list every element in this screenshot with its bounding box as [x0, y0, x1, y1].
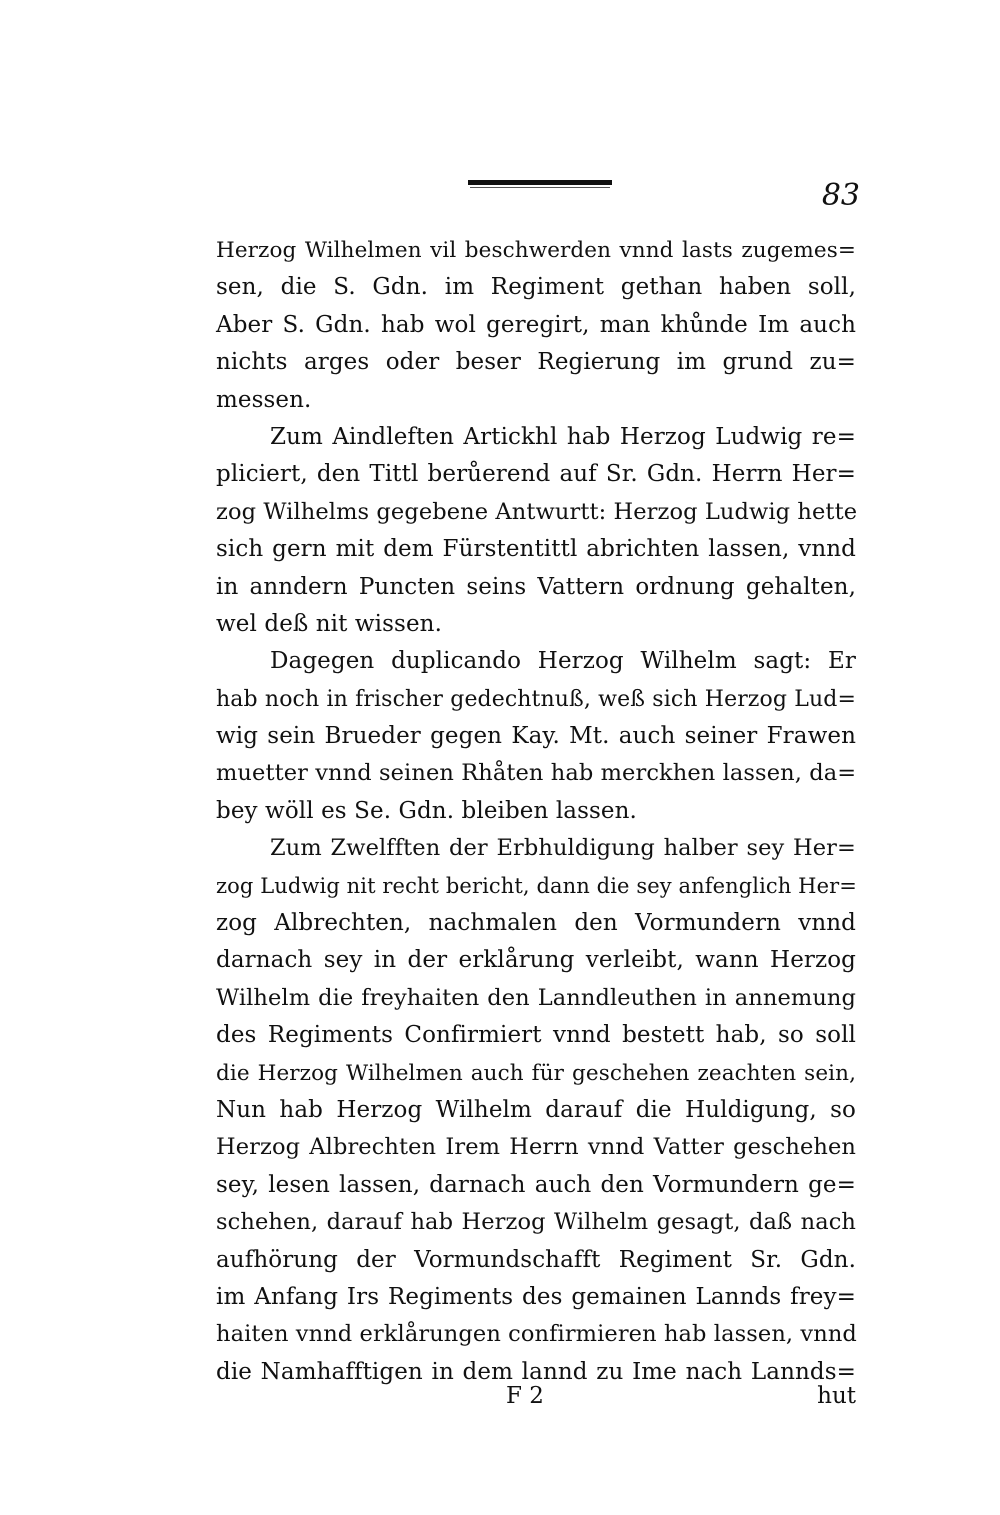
text-line: zog Ludwig nit recht bericht, dann die sey anfenglich Her= [216, 873, 857, 898]
text-line: sich gern mit dem Fürstentittl abrichten lassen, vnnd [216, 536, 856, 563]
text-line: darnach sey in der erklårung verleibt, wann Herzog [216, 947, 856, 974]
header-rule-thick [468, 180, 612, 185]
text-line: muetter vnnd seinen Rhåten hab merckhen lassen, da= [216, 760, 857, 787]
text-line: Wilhelm die freyhaiten den Lanndleuthen in annemung [216, 984, 856, 1011]
text-line: die Namhafftigen in dem lannd zu Ime nach Lannds= [216, 1358, 856, 1385]
text-line: messen. [216, 386, 312, 413]
text-line: haiten vnnd erklårungen confirmieren hab lassen, vnnd [216, 1321, 857, 1348]
text-line: in anndern Puncten seins Vattern ordnung gehalten, [216, 573, 856, 600]
text-line: hab noch in frischer gedechtnuß, weß sich Herzog Lud= [216, 686, 856, 712]
text-line: Aber S. Gdn. hab wol geregirt, man khůnde Im auch [216, 311, 856, 338]
text-line: im Anfang Irs Regiments des gemainen Lannds frey= [216, 1283, 856, 1310]
page-number: 83 [821, 178, 860, 213]
body-text [216, 232, 856, 1391]
header-rule [468, 180, 612, 188]
text-line: schehen, darauf hab Herzog Wilhelm gesagt, daß nach [216, 1209, 856, 1236]
text-line: Zum Aindleften Artickhl hab Herzog Ludwig re= [270, 423, 856, 450]
text-line: aufhörung der Vormundschafft Regiment Sr. Gdn. [216, 1246, 856, 1273]
text-line: pliciert, den Tittl berůerend auf Sr. Gdn. Herrn Her= [216, 461, 856, 488]
text-line: wig sein Brueder gegen Kay. Mt. auch seiner Frawen [216, 723, 856, 750]
catchword: hut [817, 1383, 856, 1409]
text-line: Herzog Wilhelmen vil beschwerden vnnd lasts zugemes= [216, 238, 856, 263]
text-line: Nun hab Herzog Wilhelm darauf die Huldigung, so [216, 1096, 856, 1123]
text-line: Zum Zwelfften der Erbhuldigung halber sey Her= [270, 835, 856, 862]
text-line: nichts arges oder beser Regierung im grund zu= [216, 349, 856, 376]
text-line: bey wöll es Se. Gdn. bleiben lassen. [216, 797, 637, 824]
text-line: wel deß nit wissen. [216, 610, 442, 637]
text-line: sey, lesen lassen, darnach auch den Vormundern ge= [216, 1171, 856, 1198]
header-rule-thin [470, 187, 610, 188]
signature-mark: F 2 [506, 1383, 544, 1409]
text-line: des Regiments Confirmiert vnnd bestett hab, so soll [216, 1022, 856, 1049]
text-line: zog Albrechten, nachmalen den Vormundern vnnd [216, 910, 856, 937]
text-line: die Herzog Wilhelmen auch für geschehen zeachten sein, [216, 1060, 856, 1086]
text-line: sen, die S. Gdn. im Regiment gethan haben soll, [216, 274, 856, 301]
text-line: Dagegen duplicando Herzog Wilhelm sagt: Er [270, 648, 856, 675]
text-line: zog Wilhelms gegebene Antwurtt: Herzog Ludwig hette [216, 498, 858, 525]
text-line: Herzog Albrechten Irem Herrn vnnd Vatter geschehen [216, 1134, 856, 1161]
page-footer [216, 1378, 856, 1418]
